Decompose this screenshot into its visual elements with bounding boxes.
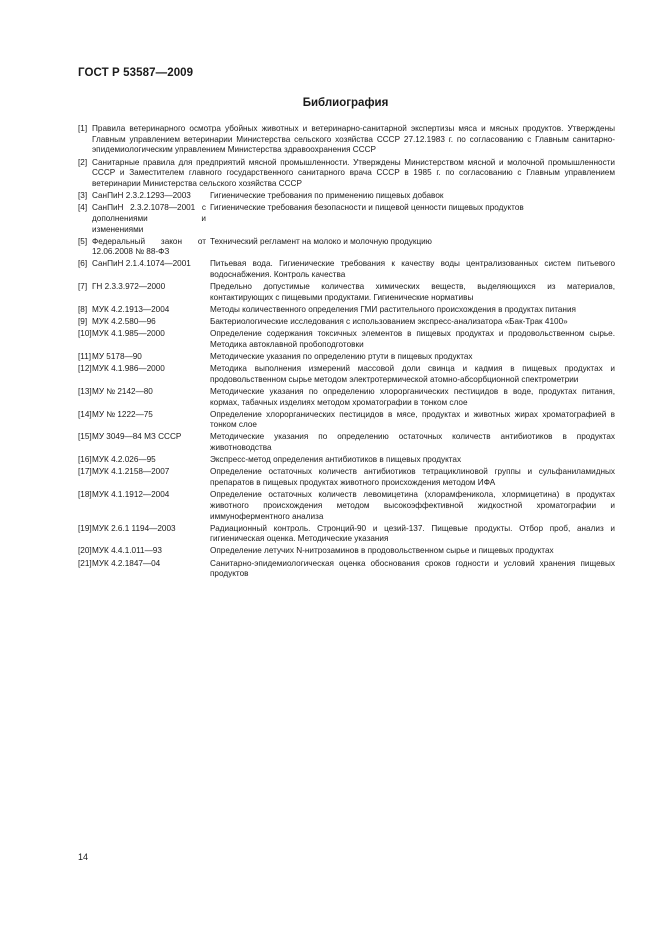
entry-number: [3]: [78, 191, 88, 200]
entry-document: МУК 4.4.1.011—93: [92, 546, 162, 556]
entry-description: Определение остаточных количеств левомицетина (хлорамфеникола, хлормицетина) в продуктах животного происхождения методом высокоэффективной жидкостной хроматографии и иммуноферментного анализа: [210, 490, 615, 521]
entry-number: [1]: [78, 124, 88, 133]
bibliography-entry-5: [78, 237, 615, 258]
entry-document: МУК 4.1.986—2000: [92, 364, 165, 374]
entry-document: МУК 4.1.1912—2004: [92, 490, 170, 500]
bibliography-entry-2: [78, 158, 615, 190]
entry-description: Методы количественного определения ГМИ растительного происхождения в продуктах питания: [210, 304, 576, 314]
entry-document: МУК 2.6.1 1194—2003: [92, 523, 176, 533]
bibliography-entry-1: [78, 124, 615, 156]
entry-number: [5]: [78, 236, 88, 246]
entry-description: Определение хлорорганических пестицидов в мясе, продуктах и животных жирах хроматографией в тонком слое: [210, 409, 615, 430]
entry-document: СанПиН 2.3.2.1078—2001 с дополнениями и изменениями: [92, 203, 206, 234]
entry-document: СанПиН 2.3.2.1293—2003: [92, 191, 191, 200]
bibliography-entry-14: [78, 410, 615, 431]
bibliography-entry-12: [78, 364, 615, 385]
entry-text: Санитарные правила для предприятий мясной промышленности. Утверждены Министерством мясной и молочной промышленности СССР и Заместителем главного государственного санитарного врача СССР в 1985 г. по согласованию с Главным управлением ветеринарии Министерства сельского хозяйства СССР: [92, 157, 615, 188]
bibliography-entry-8: [78, 305, 615, 316]
bibliography-entry-15: [78, 432, 615, 453]
bibliography-entry-17: [78, 467, 615, 488]
entry-number: [2]: [78, 157, 88, 167]
entry-description: Бактериологические исследования с использованием экспресс-анализатора «Бак-Трак 4100»: [210, 317, 568, 327]
entry-number: [19]: [78, 523, 92, 533]
entry-description: Питьевая вода. Гигиенические требования к качеству воды централизованных систем питьевого водоснабжения. Контроль качества: [210, 259, 615, 280]
bibliography-entry-19: [78, 524, 615, 545]
entry-number: [4]: [78, 203, 88, 213]
entry-number: [21]: [78, 558, 92, 568]
bibliography-entry-4: [78, 203, 615, 235]
entry-description: Экспресс-метод определения антибиотиков в пищевых продуктах: [210, 455, 462, 465]
entry-description: Определение содержания токсичных элементов в пищевых продуктах и продовольственном сырье. Методика автоклавной пробоподготовки: [210, 329, 615, 349]
page-number: 14: [78, 852, 89, 862]
entry-description: Гигиенические требования безопасности и пищевой ценности пищевых продуктов: [210, 203, 524, 213]
bibliography-entry-13: [78, 387, 615, 408]
entry-number: [7]: [78, 282, 88, 292]
entry-number: [6]: [78, 259, 88, 269]
entry-document: ГН 2.3.3.972—2000: [92, 282, 166, 292]
bibliography-entry-20: [78, 546, 615, 557]
document-header-id: ГОСТ Р 53587—2009: [78, 67, 194, 79]
bibliography-entry-16: [78, 455, 615, 466]
entry-description: Определение летучих N-нитрозаминов в продовольственном сырье и пищевых продуктах: [210, 546, 554, 556]
entry-description: Определение остаточных количеств антибиотиков тетрациклиновой группы и сульфаниламидных препаратов в пищевых продуктах животного происхождения методом ИФА: [210, 467, 615, 488]
entry-number: [18]: [78, 490, 92, 500]
entry-document: МУК 4.1.985—2000: [92, 329, 165, 339]
entry-description: Радиационный контроль. Стронций-90 и цезий-137. Пищевые продукты. Отбор проб, анализ и гигиеническая оценка. Методические указания: [210, 523, 615, 544]
bibliography-entry-9: [78, 317, 615, 328]
bibliography-list: [78, 124, 615, 581]
entry-document: МУК 4.2.1913—2004: [92, 304, 170, 314]
bibliography-entry-11: [78, 352, 615, 363]
entry-number: [14]: [78, 409, 92, 419]
entry-description: Предельно допустимые количества химических веществ, выделяющихся из материалов, контактирующих с пищевыми продуктами. Гигиенические нормативы: [210, 282, 615, 302]
entry-number: [20]: [78, 546, 92, 556]
bibliography-entry-10: [78, 329, 615, 350]
entry-description: Методические указания по определению хлорорганических пестицидов в воде, продуктах питания, кормах, табачных изделиях методом хроматографии в тонком слое: [210, 386, 615, 407]
entry-document: МУК 4.2.1847—04: [92, 558, 161, 568]
entry-document: МУ № 2142—80: [92, 386, 153, 396]
entry-number: [12]: [78, 364, 92, 374]
entry-description: Гигиенические требования по применению пищевых добавок: [210, 191, 444, 200]
entry-number: [17]: [78, 467, 92, 477]
bibliography-entry-21: [78, 559, 615, 580]
bibliography-title: Библиография: [302, 97, 389, 109]
entry-document: МУК 4.2.580—96: [92, 317, 156, 327]
entry-text: Правила ветеринарного осмотра убойных животных и ветеринарно-санитарной экспертизы мяса и мясных продуктов. Утверждены Главным управлением ветеринарии Министерства сельского хозяйства СССР 27.12.1983 г. по согласованию с Главным санитарно-эпидемиологическим управлением Министерства здравоохранения СССР: [92, 124, 615, 155]
entry-description: Технический регламент на молоко и молочную продукцию: [210, 236, 432, 246]
bibliography-entry-6: [78, 259, 615, 280]
entry-number: [8]: [78, 304, 88, 314]
entry-document: Федеральный закон от 12.06.2008 № 88-ФЗ: [92, 236, 206, 257]
entry-document: СанПиН 2.1.4.1074—2001: [92, 259, 191, 269]
entry-number: [15]: [78, 432, 92, 442]
entry-description: Методические указания по определению ртути в пищевых продуктах: [210, 351, 473, 361]
entry-number: [10]: [78, 329, 92, 339]
entry-document: МУ 3049—84 МЗ СССР: [92, 432, 182, 442]
entry-document: МУ 5178—90: [92, 351, 142, 361]
entry-number: [13]: [78, 386, 92, 396]
bibliography-entry-18: [78, 490, 615, 522]
bibliography-entry-7: [78, 282, 615, 303]
entry-document: МУ № 1222—75: [92, 409, 153, 419]
entry-document: МУК 4.1.2158—2007: [92, 467, 170, 477]
entry-description: Санитарно-эпидемиологическая оценка обоснования сроков годности и условий хранения пищевых продуктов: [210, 558, 615, 579]
entry-description: Методика выполнения измерений массовой доли свинца и кадмия в пищевых продуктах и продовольственном сырье методом электротермической атомно-абсорбционной спектрометрии: [210, 364, 615, 384]
entry-number: [11]: [78, 351, 92, 361]
bibliography-entry-3: [78, 191, 615, 202]
entry-number: [9]: [78, 317, 88, 327]
entry-document: МУК 4.2.026—95: [92, 455, 156, 465]
entry-description: Методические указания по определению остаточных количеств антибиотиков в продуктах животноводства: [210, 432, 615, 453]
entry-number: [16]: [78, 455, 92, 465]
